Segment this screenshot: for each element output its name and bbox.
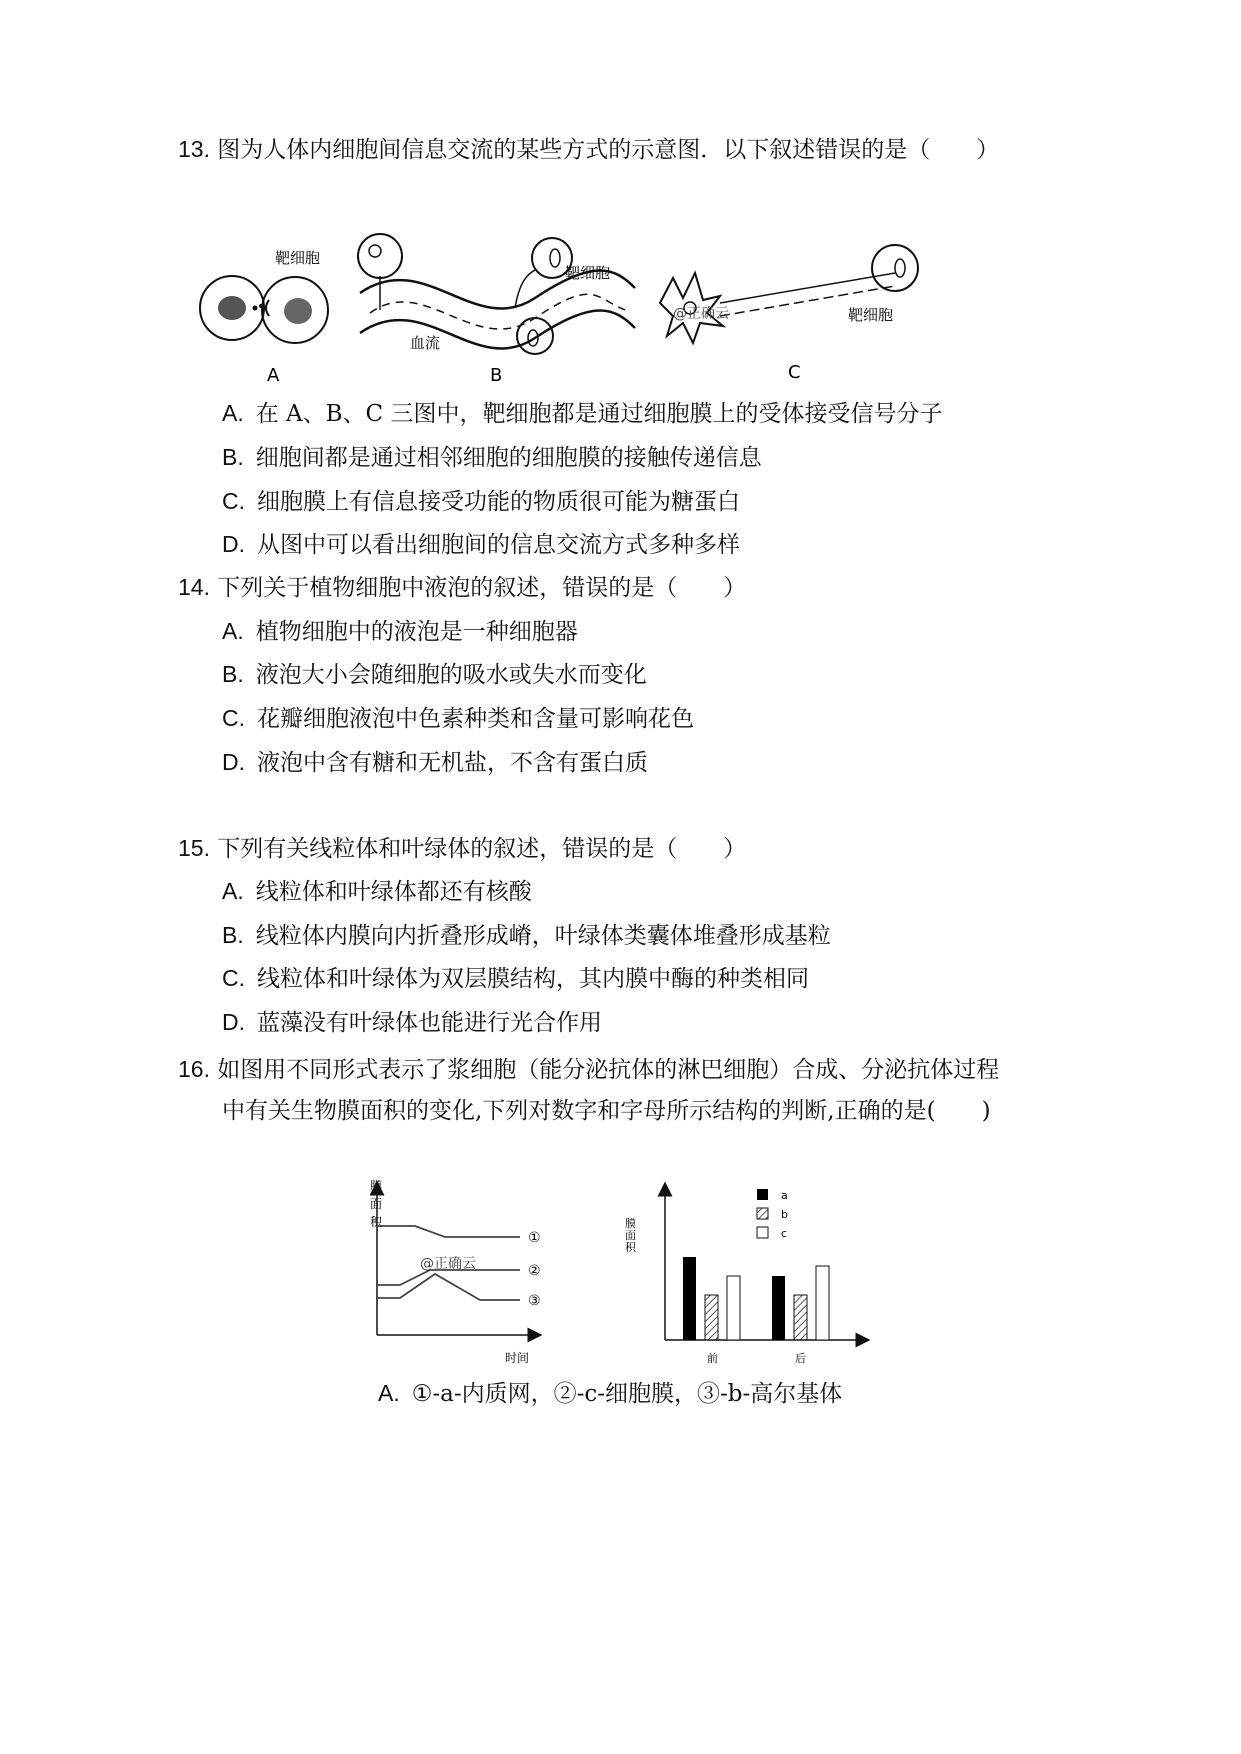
option-label: B. [222,922,244,948]
option-text: 线粒体内膜向内折叠形成嵴，叶绿体类囊体堆叠形成基粒 [255,923,831,949]
question-text: 图为人体内细胞间信息交流的某些方式的示意图．以下叙述错误的是（ ） [217,137,1000,163]
panel-a-label: A [267,365,280,386]
bar-before-c [727,1276,740,1340]
bar-after-a [772,1276,785,1340]
q15-option-b [222,920,831,951]
left-ylabel-char-1: 膜 [370,1179,383,1193]
right-ylabel-char-1: 膜 [625,1217,636,1230]
question-number: 13. [178,136,210,162]
bar-before-a [683,1257,696,1340]
q14-option-c [222,703,694,734]
option-label: D. [222,1009,245,1035]
q16-option-a [378,1378,842,1409]
option-label: D. [222,749,245,775]
q15-option-d [222,1007,602,1038]
option-text: ①-a-内质网，②-c-细胞膜，③-b-高尔基体 [411,1381,843,1407]
target-cell-label-a: 靶细胞 [275,249,321,267]
option-text: 细胞间都是通过相邻细胞的细胞膜的接触传递信息 [255,445,762,471]
q15-option-a [222,876,532,907]
left-xlabel: 时间 [505,1351,530,1365]
category-before: 前 [707,1352,718,1365]
question-number: 14. [178,574,210,600]
category-after: 后 [795,1352,806,1365]
legend-b-swatch [757,1208,768,1219]
membrane-area-line-figure [370,1170,605,1375]
cell-communication-figure [195,218,925,393]
option-text: 细胞膜上有信息接受功能的物质很可能为糖蛋白 [257,489,740,515]
option-text: 液泡中含有糖和无机盐，不含有蛋白质 [257,750,648,776]
curve-label-3: ③ [528,1293,541,1309]
right-ylabel-char-3: 积 [625,1241,636,1254]
watermark-text-16: @正确云 [420,1256,476,1272]
legend-c-swatch [757,1227,768,1238]
panel-c-diagram [660,245,918,343]
option-text: 植物细胞中的液泡是一种细胞器 [255,619,578,645]
legend-b-label: b [781,1208,788,1221]
legend-a-swatch [757,1189,768,1200]
panel-b-label: B [490,365,503,386]
target-cell-label-b: 靶细胞 [565,264,611,282]
option-label: A. [222,618,244,644]
option-label: B. [222,661,244,687]
option-text: 花瓣细胞液泡中色素种类和含量可影响花色 [257,706,694,732]
watermark-text-13: @正确云 [673,306,729,322]
membrane-area-bar-figure [625,1175,905,1380]
right-ylabel-char-2: 面 [625,1229,636,1242]
option-label: A. [378,1380,400,1406]
question-16-stem-line2: 中有关生物膜面积的变化,下列对数字和字母所示结构的判断,正确的是( ) [222,1098,991,1124]
option-text: 线粒体和叶绿体为双层膜结构，其内膜中酶的种类相同 [257,966,809,992]
bar-after-b [794,1295,807,1340]
q13-option-a [222,398,942,429]
q13-option-c [222,486,740,517]
option-text: 蓝藻没有叶绿体也能进行光合作用 [257,1010,602,1036]
option-label: A. [222,878,244,904]
question-text: 下列关于植物细胞中液泡的叙述，错误的是（ ） [217,575,747,601]
curve-label-1: ① [528,1230,541,1246]
q14-option-d [222,747,648,778]
q15-option-c [222,963,809,994]
curve-3 [377,1274,520,1300]
q14-option-b [222,659,647,690]
option-label: D. [222,531,245,557]
target-cell-label-c: 靶细胞 [848,306,894,324]
question-15-stem [178,833,746,864]
option-label: C. [222,965,245,991]
question-text: 下列有关线粒体和叶绿体的叙述，错误的是（ ） [217,836,747,862]
question-13-stem [178,134,999,165]
question-number: 15. [178,835,210,861]
option-label: B. [222,444,244,470]
legend-a-label: a [781,1189,788,1202]
option-text: 液泡大小会随细胞的吸水或失水而变化 [255,662,647,688]
panel-b-diagram [358,234,635,354]
q13-option-d [222,529,740,560]
option-text: 线粒体和叶绿体都还有核酸 [255,879,532,905]
q13-option-b [222,442,762,473]
bar-before-b [705,1295,718,1340]
question-number: 16. [178,1056,210,1082]
legend-c-label: c [781,1227,788,1240]
option-label: C. [222,705,245,731]
panel-a-diagram [200,249,328,343]
panel-c-label: C [788,362,801,383]
left-ylabel-char-2: 面 [370,1197,383,1211]
q14-option-a [222,616,578,647]
curve-1 [377,1226,520,1237]
curve-label-2: ② [528,1263,541,1279]
left-ylabel-char-3: 积 [370,1215,383,1229]
option-text: 从图中可以看出细胞间的信息交流方式多种多样 [257,532,740,558]
option-label: C. [222,488,245,514]
question-text: 如图用不同形式表示了浆细胞（能分泌抗体的淋巴细胞）合成、分泌抗体过程 [217,1057,1000,1083]
blood-flow-label: 血流 [410,334,441,352]
option-text: 在 A、B、C 三图中，靶细胞都是通过细胞膜上的受体接受信号分子 [255,401,943,427]
bar-after-c [816,1266,829,1340]
option-label: A. [222,400,244,426]
question-14-stem [178,572,746,603]
question-16-stem [178,1054,999,1085]
